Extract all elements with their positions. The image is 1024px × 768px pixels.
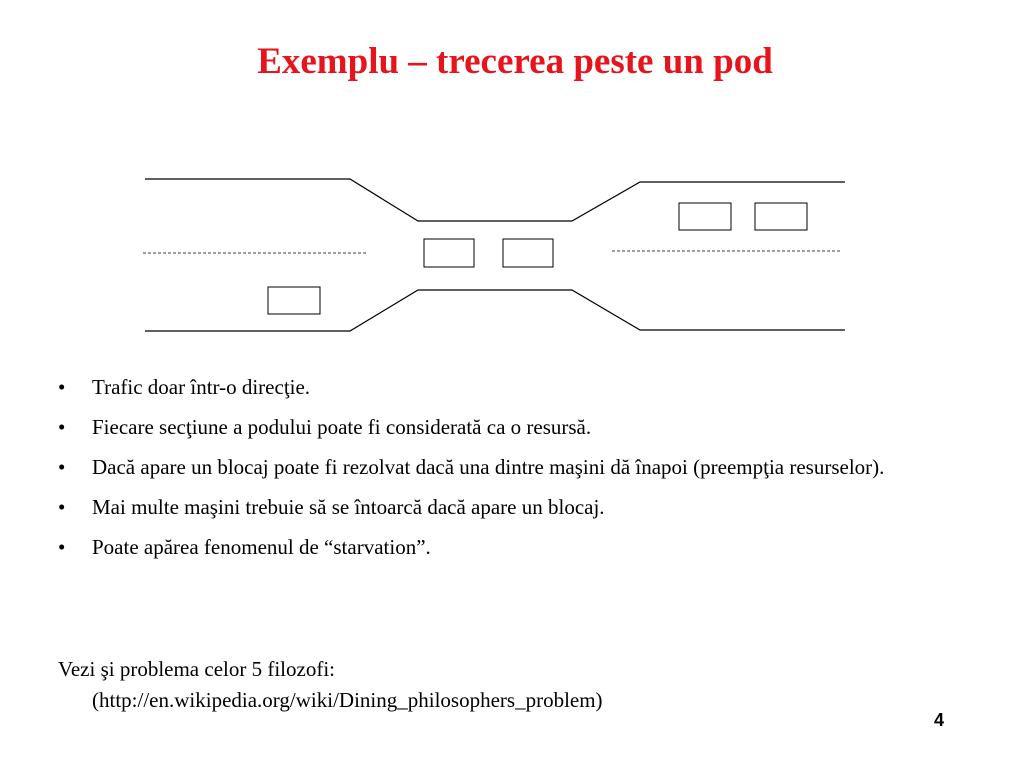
bullet-item — [58, 534, 958, 561]
bullet-dot: • — [58, 415, 66, 439]
bullet-dot: • — [58, 375, 66, 399]
bullet-item — [58, 494, 958, 521]
bullet-item — [58, 374, 958, 401]
bullet-dot: • — [58, 535, 66, 559]
car-right-1 — [679, 203, 731, 230]
road-lower-edge — [145, 290, 845, 331]
bullet-dot: • — [58, 495, 66, 519]
bullet-item — [58, 454, 958, 481]
bullet-item — [58, 414, 958, 441]
reference-note — [58, 654, 958, 716]
car-right-2 — [755, 203, 807, 230]
car-left-1 — [268, 287, 320, 314]
bullet-list — [58, 374, 958, 574]
road-upper-edge — [145, 179, 845, 221]
bullet-text: Mai multe maşini trebuie să se întoarcă dacă apare un blocaj. — [92, 495, 605, 519]
slide-title: Exemplu – trecerea peste un pod — [257, 41, 773, 82]
bullet-dot: • — [58, 455, 66, 479]
bullet-text: Poate apărea fenomenul de “starvation”. — [92, 535, 431, 559]
bullet-text: Dacă apare un blocaj poate fi rezolvat dacă una dintre maşini dă înapoi (preempţia resurselor). — [92, 455, 885, 479]
bullet-text: Trafic doar într-o direcţie. — [92, 375, 311, 399]
reference-link[interactable]: (http://en.wikipedia.org/wiki/Dining_philosophers_problem) — [92, 688, 603, 712]
note-text: Vezi şi problema celor 5 filozofi: — [58, 657, 335, 681]
car-bridge-2 — [503, 239, 553, 267]
page-number: 4 — [933, 710, 944, 730]
bullet-text: Fiecare secţiune a podului poate fi considerată ca o resursă. — [92, 415, 592, 439]
car-bridge-1 — [424, 239, 474, 267]
